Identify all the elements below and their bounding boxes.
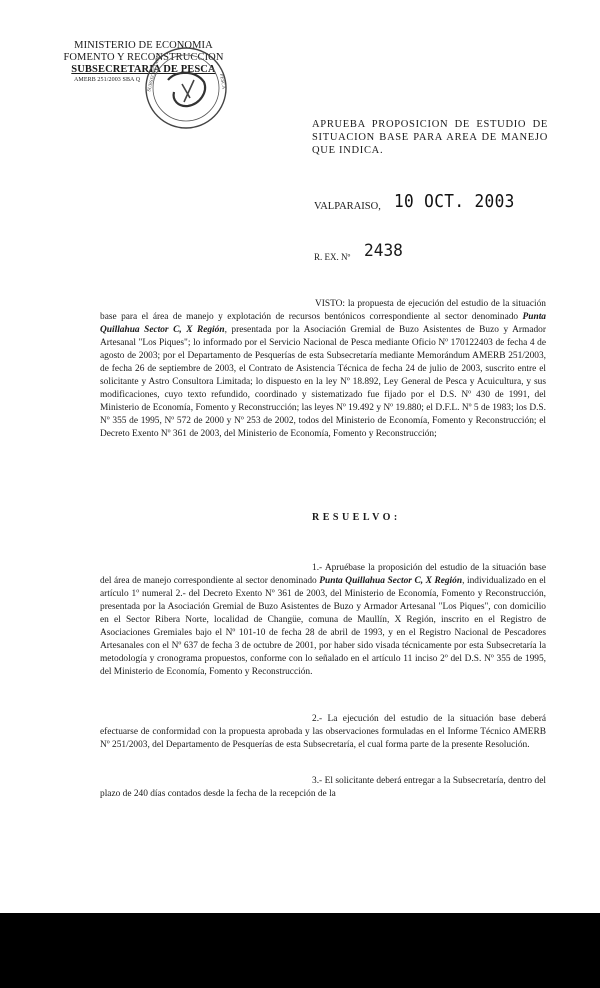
ministry-subline: FOMENTO Y RECONSTRUCCION: [63, 52, 224, 63]
article-1-number: 1.-: [312, 563, 323, 573]
place-label: VALPARAISO,: [314, 201, 381, 212]
resolution-number-stamp: 2438: [364, 241, 403, 261]
official-seal-stamp: [138, 40, 234, 136]
sector-name: Punta Quillahua Sector C, X Región: [100, 312, 546, 336]
article-3-number: 3.-: [312, 776, 323, 786]
visto-label: VISTO:: [315, 299, 346, 309]
article-1: 1.- Apruébase la proposición del estudio de la situación base del área de manejo correspondiente al sector denominado Punta Quillahua Sector C, X Región, individualizado en el artículo 1º numeral 2.- del Decreto Exento Nº 361 de 2003, del Ministerio de Economía, Fomento y Reconstrucción, presentada por la Asociación Gremial de Buzo Asistentes de Buzo y Armador Artesanal "Los Piques", con domicilio en el Sector Ribera Norte, localidad de Changüe, comuna de Maullín, X Región, inscrito en el Registro de Asociaciones Gremiales bajo el Nº 101-10 de fecha 28 de abril de 1993, y en el Registro Nacional de Pescadores Artesanales con el Nº 637 de fecha 3 de octubre de 2001, por haber sido visada técnicamente por esta Subsecretaría la metodología y cronograma propuestos, conforme con lo señalado en el artículo 11 inciso 2º del D.S. Nº 355 de 1995, del Ministerio de Economía, Fomento y Reconstrucción.: [100, 563, 547, 678]
date-stamp: 10 OCT. 2003: [394, 192, 515, 212]
article-2: 2.- La ejecución del estudio de la situación base deberá efectuarse de conformidad con la propuesta aprobada y las observaciones formuladas en el Informe Técnico AMERB Nº 251/2003, del Departamento de Pesquerías de esta Subsecretaría, el cual forma parte de la presente Resolución.: [100, 714, 546, 751]
article-2-number: 2.-: [312, 714, 323, 724]
subsecretaria-line: SUBSECRETARIA DE PESCA: [71, 64, 216, 75]
resolution-number-label: R. EX. Nº: [314, 252, 351, 262]
resolution-subject: APRUEBA PROPOSICION DE ESTUDIO DE SITUACION BASE PARA AREA DE MANEJO QUE INDICA.: [312, 119, 548, 156]
scan-border: [0, 913, 600, 988]
article-3: 3.- El solicitante deberá entregar a la Subsecretaría, dentro del plazo de 240 días contados desde la fecha de la recepción de la: [100, 776, 546, 800]
sector-name: Punta Quillahua Sector C, X Región: [319, 576, 463, 587]
reference-code: AMERB 251/2003 SBA Q: [74, 77, 141, 83]
svg-text:PESCA: PESCA: [218, 73, 226, 90]
svg-text:SUBSECRETARIA: SUBSECRETARIA: [147, 52, 163, 93]
visto-paragraph: VISTO: la propuesta de ejecución del estudio de la situación base para el área de manejo y explotación de recursos bentónicos correspondiente al sector denominado Punta Quillahua Sector C, X Región, presentada por la Asociación Gremial de Buzo Asistentes de Buzo y Armador Artesanal "Los Piques"; lo informado por el Servicio Nacional de Pesca mediante Oficio Nº 170122403 de fecha 4 de agosto de 2003; por el Departamento de Pesquerías de esta Subsecretaría mediante Memorándum AMERB 251/2003, de fecha 26 de septiembre de 2003, el Contrato de Asistencia Técnica de fecha 24 de julio de 2003, suscrito entre el solicitante y Astro Consultora Limitada; lo dispuesto en la ley Nº 18.892, Ley General de Pesca y Acuicultura, y sus modificaciones, cuyo texto refundido, coordinado y sistematizado fue fijado por el D.S. Nº 430 de 1991, del Ministerio de Economía, Fomento y Reconstrucción; las leyes Nº 19.492 y Nº 19.880; el D.F.L. Nº 5 de 1983; los D.S. Nº 355 de 1995, Nº 572 de 2000 y Nº 253 de 2002, todos del Ministerio de Economía, Fomento y Reconstrucción; el Decreto Exento Nº 361 de 2003, del Ministerio de Economía, Fomento y Reconstrucción;: [100, 299, 546, 440]
resuelvo-heading: RESUELVO:: [312, 512, 401, 523]
ministry-line: MINISTERIO DE ECONOMIA: [74, 40, 213, 51]
